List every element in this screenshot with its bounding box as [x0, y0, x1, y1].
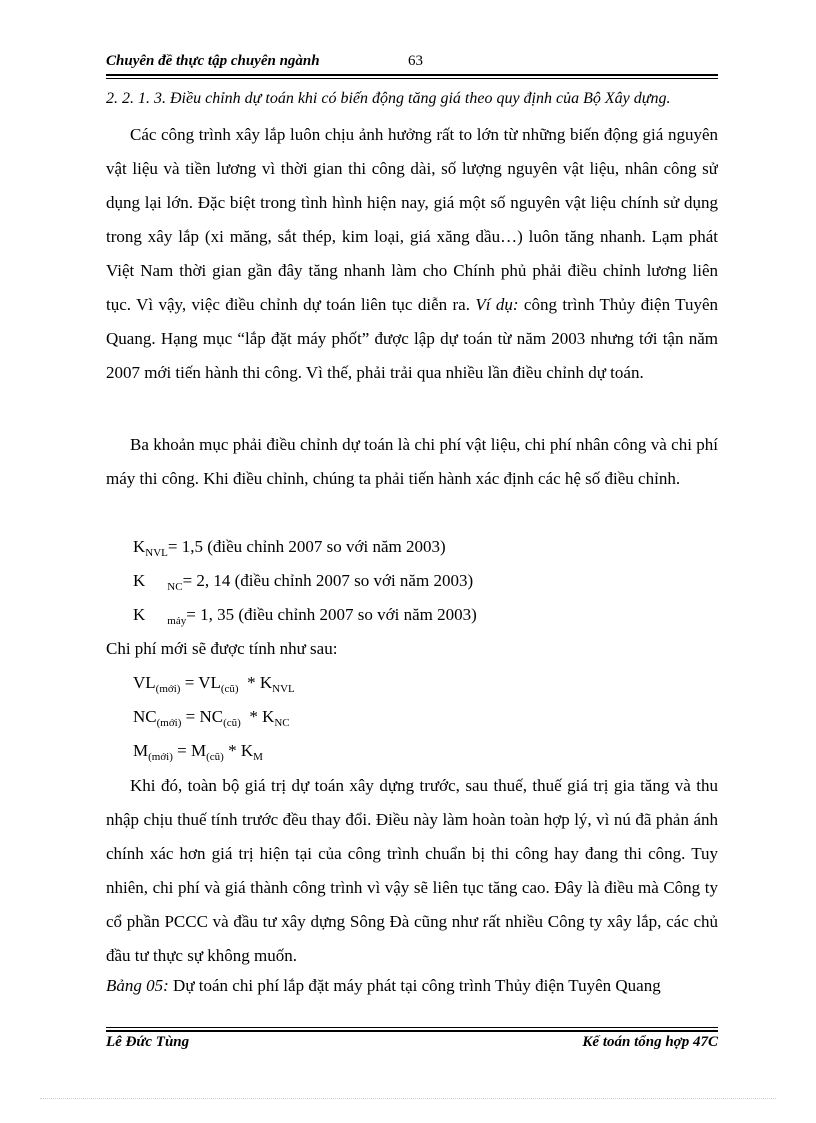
page-header: [106, 53, 718, 75]
formula-eq: = VL: [180, 673, 221, 692]
header-rule-thick: [106, 74, 718, 76]
formula-lhs: M: [133, 741, 149, 760]
formula-lhs-sub: (mới): [148, 751, 173, 763]
coef-symbol: K: [133, 537, 146, 556]
coefficient-nc: [133, 564, 473, 600]
formula-rhs-sub: (cũ): [223, 717, 241, 729]
formula-intro: Chi phí mới sẽ được tính như sau:: [106, 639, 338, 658]
page-bottom-dotted-line: [40, 1098, 776, 1099]
coef-value: = 1, 35 (điều chỉnh 2007 so với năm 2003): [186, 605, 477, 624]
formula-nc: [133, 700, 290, 736]
paragraph-1-before: Các công trình xây lắp luôn chịu ảnh hưởng rất to lớn từ những biến động giá nguyên vật liệu và tiền lương vì thời gian thi công dài, số lượng nguyên vật liệu, nhân công sử dụng lại lớn. Đặc biệt trong tình hình hiện nay, giá một số nguyên vật liệu chính sử dụng trong xây lắp (xi măng, sắt thép, kim loại, giá xăng dầu…) luôn tăng nhanh. Lạm phát Việt Nam thời gian gần đây tăng nhanh làm cho Chính phủ phải điều chỉnh lương liên tục. Vì vậy, việc điều chỉnh dự toán liên tục diễn ra.: [106, 125, 718, 314]
footer-author: Lê Đức Tùng: [106, 1034, 190, 1050]
footer-class: Kế toán tổng hợp 47C: [582, 1034, 718, 1050]
formula-rhs-sub: (cũ): [220, 683, 239, 695]
formula-eq: = NC: [181, 707, 224, 726]
formula-vl: [133, 666, 295, 702]
coef-subscript: NC: [167, 581, 183, 593]
page-number: 63: [408, 53, 423, 69]
footer-rule-thick: [106, 1030, 718, 1032]
formula-m: [133, 734, 263, 770]
formula-lhs: NC: [133, 707, 157, 726]
coef-value: = 2, 14 (điều chỉnh 2007 so với năm 2003): [182, 571, 474, 590]
coef-symbol: K: [133, 571, 146, 590]
paragraph-1-after: công trình Thủy điện Tuyên Quang. Hạng mục “lắp đặt máy phốt” được lập dự toán từ năm 2003 nhưng tới tận năm 2007 mới tiến hành thi công. Vì thế, phải trải qua nhiều lần điều chỉnh dự toán.: [106, 295, 718, 382]
formula-lhs-sub: (mới): [156, 717, 182, 729]
footer-rule-thin: [106, 1027, 718, 1028]
caption-label: Bảng 05:: [106, 976, 169, 995]
section-heading: 2. 2. 1. 3. Điều chỉnh dự toán khi có biến động tăng giá theo quy định của Bộ Xây dựng.: [106, 90, 671, 107]
formula-lhs: VL: [133, 673, 156, 692]
example-label: Ví dụ:: [475, 295, 519, 314]
formula-k-sub: NC: [274, 717, 290, 729]
formula-lhs-sub: (mới): [155, 683, 181, 695]
coef-subscript: máy: [167, 615, 187, 627]
table-caption: [106, 976, 718, 996]
header-title: Chuyên đề thực tập chuyên ngành: [106, 53, 320, 69]
coef-subscript: NVL: [145, 547, 168, 559]
formula-rhs-sub: (cũ): [206, 751, 224, 763]
coef-value: = 1,5 (điều chỉnh 2007 so với năm 2003): [167, 537, 446, 556]
formula-eq: = M: [172, 741, 207, 760]
formula-k-sub: M: [253, 751, 263, 763]
caption-text: Dự toán chi phí lắp đặt máy phát tại công trình Thủy điện Tuyên Quang: [173, 976, 661, 995]
formula-k-sub: NVL: [272, 683, 295, 695]
header-rule-thin: [106, 78, 718, 79]
paragraph-1: [106, 118, 718, 442]
coefficient-may: [133, 598, 477, 634]
paragraph-3: Khi đó, toàn bộ giá trị dự toán xây dựng trước, sau thuế, thuế giá trị gia tăng và thu nhập chịu thuế tính trước đều thay đổi. Điều này làm hoàn toàn hợp lý, vì nú đã phản ánh chính xác hơn giá trị hiện tại của công trình chuẩn bị thi công hay đang thi công. Tuy nhiên, chi phí và giá thành công trình vì vậy sẽ liên tục tăng cao. Đây là điều mà Công ty cổ phần PCCC và đầu tư xây dựng Sông Đà cũng như rất nhiều Công ty xây lắp, các chủ đầu tư thực sự không muốn.: [106, 776, 718, 965]
coefficient-nvl: [133, 530, 446, 566]
coef-symbol: K: [133, 605, 146, 624]
formula-mul: * K: [240, 707, 275, 726]
paragraph-2: Ba khoản mục phải điều chỉnh dự toán là chi phí vật liệu, chi phí nhân công và chi phí máy thi công. Khi điều chỉnh, chúng ta phải tiến hành xác định các hệ số điều chỉnh.: [106, 435, 718, 488]
formula-mul: * K: [238, 673, 273, 692]
formula-mul: * K: [223, 741, 254, 760]
